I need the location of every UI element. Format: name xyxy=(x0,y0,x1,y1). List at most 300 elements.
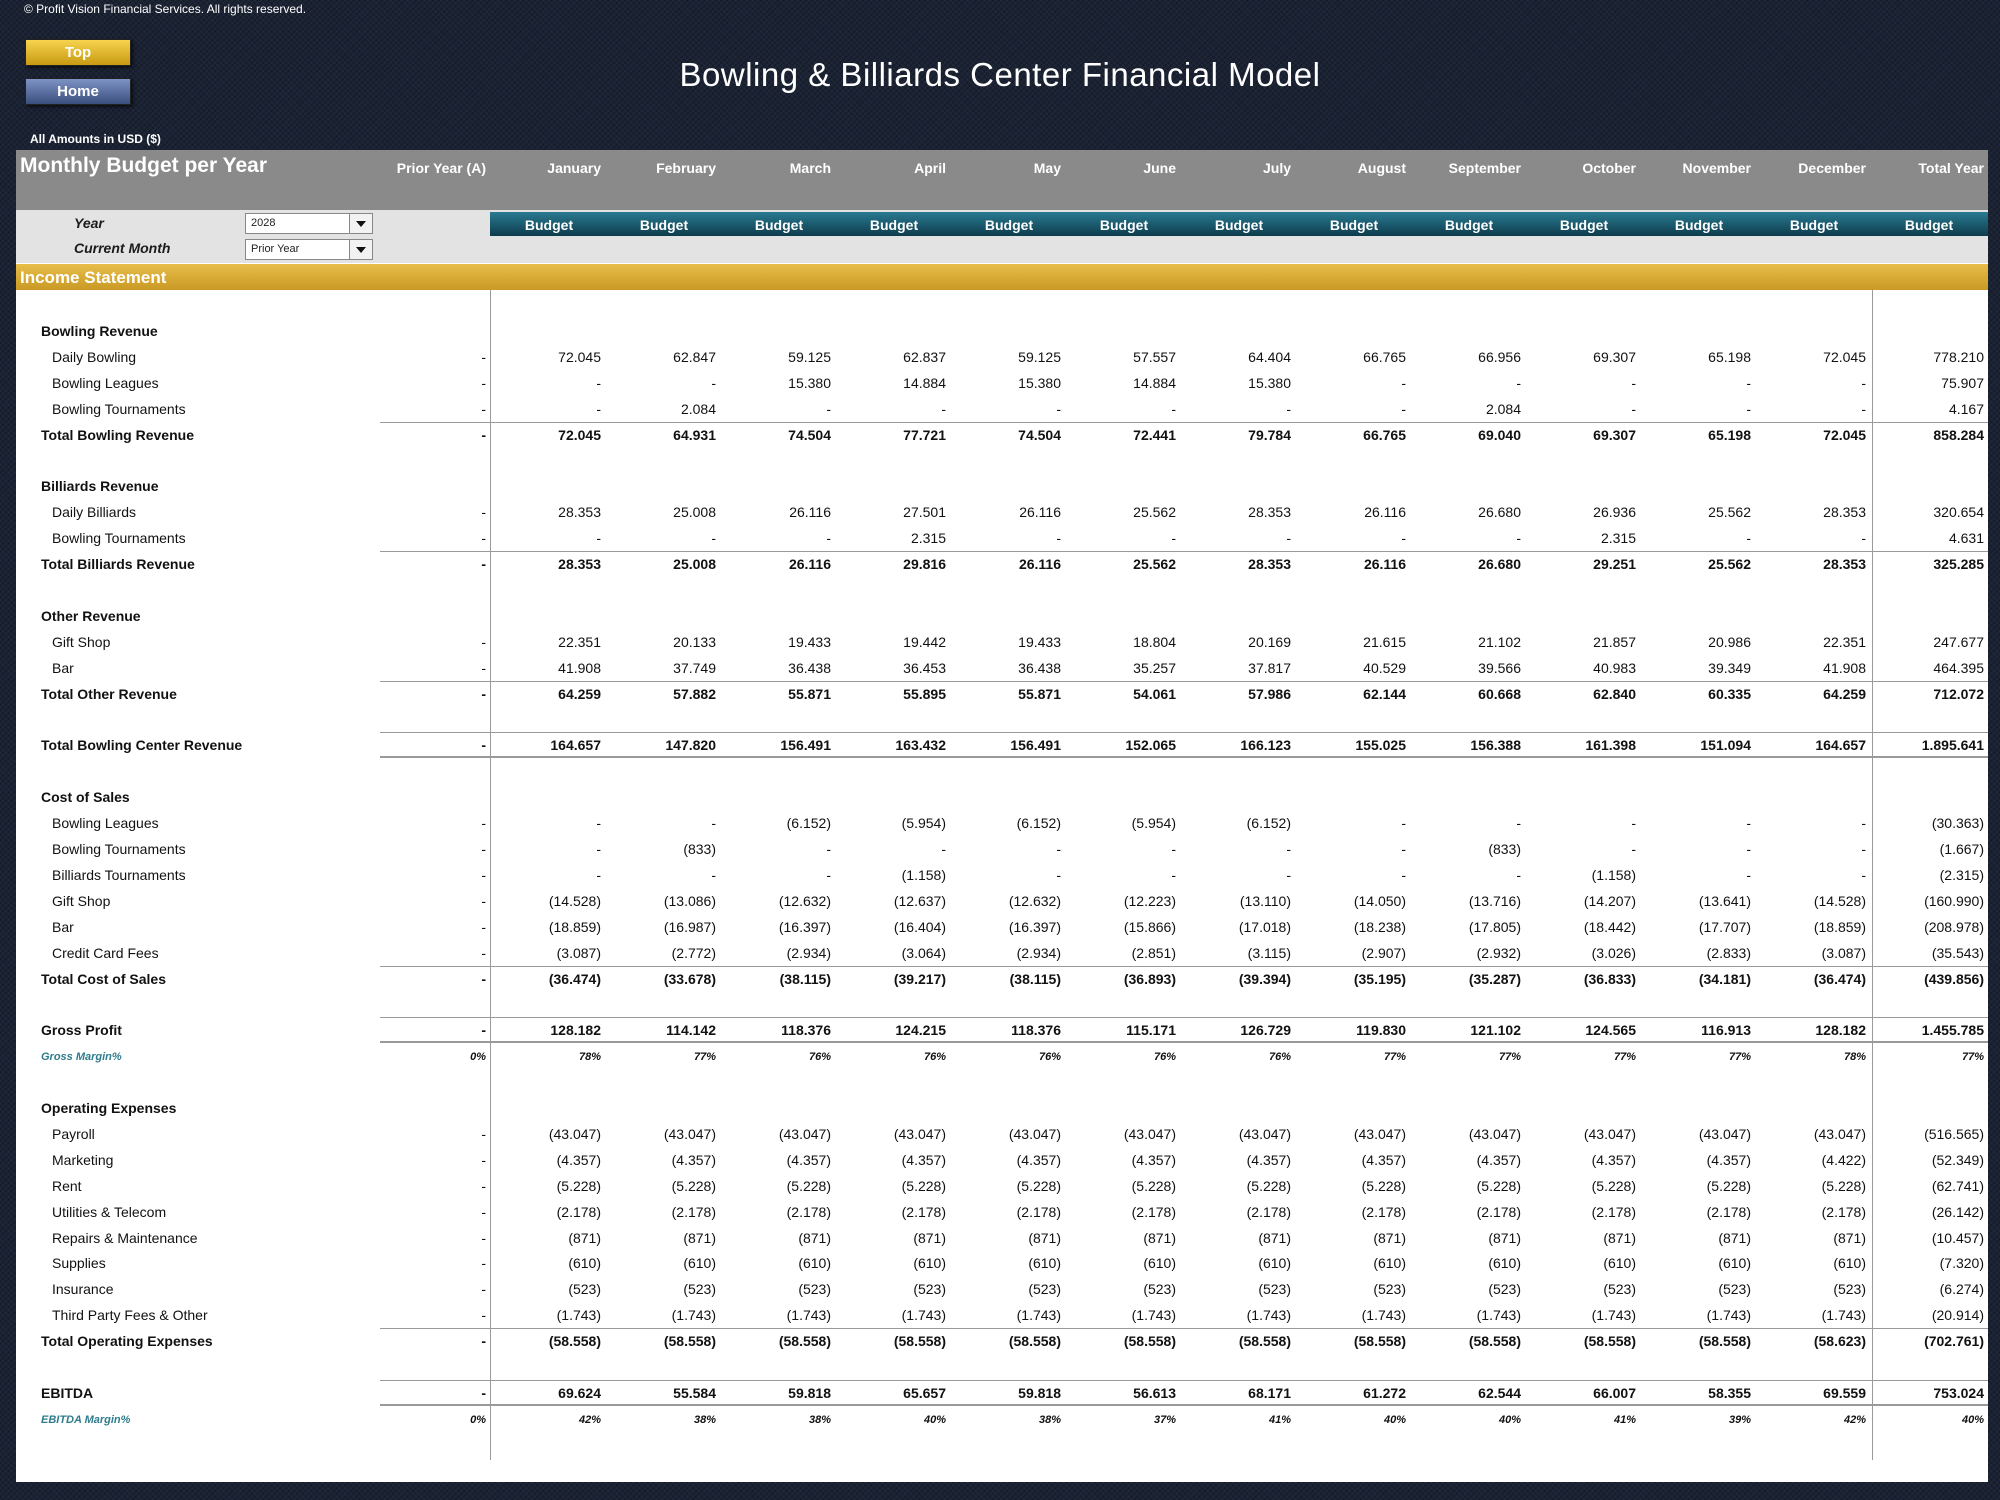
table-cell: 77% xyxy=(693,1051,716,1064)
total-rule xyxy=(380,681,1988,682)
table-cell: (58.558) xyxy=(1583,1333,1636,1350)
table-cell: (3.064) xyxy=(901,944,946,961)
table-cell: 28.353 xyxy=(1248,556,1291,573)
row-label: Cost of Sales xyxy=(41,789,130,806)
table-cell: (871) xyxy=(1833,1229,1866,1246)
column-header: April xyxy=(914,160,946,176)
table-cell: 62.847 xyxy=(673,348,716,365)
column-header: February xyxy=(656,160,716,176)
table-cell: (523) xyxy=(913,1281,946,1298)
table-cell: 72.441 xyxy=(1133,426,1176,443)
table-cell: 21.615 xyxy=(1363,633,1406,650)
table-cell: 25.562 xyxy=(1133,504,1176,521)
table-cell: - xyxy=(1631,400,1636,417)
table-cell: 72.045 xyxy=(1823,348,1866,365)
table-cell: - xyxy=(1861,815,1866,832)
table-cell: - xyxy=(1861,374,1866,391)
table-cell: (43.047) xyxy=(1123,1125,1176,1142)
total-rule xyxy=(380,1017,1988,1018)
table-cell: - xyxy=(711,815,716,832)
table-cell: (160.990) xyxy=(1924,892,1984,909)
table-cell: 61.272 xyxy=(1363,1384,1406,1401)
table-cell: (30.363) xyxy=(1931,815,1984,832)
chevron-down-icon[interactable] xyxy=(349,240,372,259)
table-cell: - xyxy=(596,400,601,417)
table-cell: 2.315 xyxy=(1600,530,1636,547)
table-cell: (16.987) xyxy=(663,918,716,935)
table-cell: (2.178) xyxy=(1361,1203,1406,1220)
table-cell: - xyxy=(1516,815,1521,832)
table-cell: 40.983 xyxy=(1593,659,1636,676)
table-cell: (439.856) xyxy=(1924,970,1984,987)
table-cell: 40% xyxy=(1498,1413,1521,1426)
table-cell: (5.954) xyxy=(1131,815,1176,832)
table-cell: 4.167 xyxy=(1948,400,1984,417)
budget-label: Budget xyxy=(524,217,574,233)
table-cell: (1.667) xyxy=(1939,841,1984,857)
table-cell: (5.228) xyxy=(1246,1177,1291,1194)
budget-label: Budget xyxy=(984,217,1034,233)
table-cell: 29.251 xyxy=(1593,556,1636,573)
table-cell: - xyxy=(711,374,716,391)
year-select[interactable] xyxy=(245,213,373,234)
table-cell: (16.397) xyxy=(1008,918,1061,935)
top-button[interactable]: Top xyxy=(25,39,131,66)
table-cell: 41% xyxy=(1613,1413,1636,1426)
table-cell: (610) xyxy=(1028,1255,1061,1272)
table-cell: (36.474) xyxy=(1813,970,1866,987)
sheet-header xyxy=(16,150,1988,210)
table-cell: 40% xyxy=(1961,1413,1984,1426)
table-cell: - xyxy=(481,504,486,521)
row-label: Third Party Fees & Other xyxy=(52,1307,208,1324)
table-cell: 19.433 xyxy=(788,633,831,650)
table-cell: 69.307 xyxy=(1593,348,1636,365)
table-cell: - xyxy=(481,815,486,832)
table-cell: 66.765 xyxy=(1363,426,1406,443)
table-cell: (871) xyxy=(1258,1229,1291,1246)
table-cell: 79.784 xyxy=(1248,426,1291,443)
budget-label: Budget xyxy=(1214,217,1264,233)
table-cell: (43.047) xyxy=(1583,1125,1636,1142)
table-cell: (13.641) xyxy=(1698,892,1751,909)
copyright-notice: © Profit Vision Financial Services. All rights reserved. xyxy=(24,2,307,16)
table-cell: - xyxy=(1746,400,1751,417)
table-cell: - xyxy=(1056,866,1061,883)
table-cell: 25.008 xyxy=(673,504,716,521)
table-cell: - xyxy=(481,400,486,417)
table-cell: 1.455.785 xyxy=(1921,1022,1984,1039)
table-cell: 0% xyxy=(470,1413,486,1426)
table-cell: 66.956 xyxy=(1478,348,1521,365)
table-cell: (36.833) xyxy=(1583,970,1636,987)
table-cell: 26.680 xyxy=(1478,504,1521,521)
row-label: Gross Profit xyxy=(41,1022,122,1039)
table-cell: - xyxy=(1746,866,1751,883)
table-cell: 69.624 xyxy=(558,1384,601,1401)
table-cell: 26.116 xyxy=(1363,556,1406,573)
table-cell: - xyxy=(481,1281,486,1298)
table-cell: - xyxy=(1746,841,1751,857)
table-cell: 55.871 xyxy=(1018,685,1061,702)
table-cell: 464.395 xyxy=(1933,659,1984,676)
table-cell: 42% xyxy=(1843,1413,1866,1426)
table-cell: 128.182 xyxy=(550,1022,601,1039)
column-header: June xyxy=(1143,160,1176,176)
table-cell: (1.743) xyxy=(671,1307,716,1324)
table-cell: (16.397) xyxy=(778,918,831,935)
table-cell: (43.047) xyxy=(1813,1125,1866,1142)
column-header: Prior Year (A) xyxy=(396,160,486,176)
table-cell: 712.072 xyxy=(1933,685,1984,702)
row-label: Daily Bowling xyxy=(52,348,137,365)
table-cell: - xyxy=(481,633,486,650)
table-cell: (58.558) xyxy=(1238,1333,1291,1350)
current-month-select[interactable] xyxy=(245,239,373,260)
table-cell: (833) xyxy=(1488,841,1521,857)
table-cell: (3.026) xyxy=(1591,944,1636,961)
table-cell: 59.125 xyxy=(788,348,831,365)
table-cell: (2.907) xyxy=(1361,944,1406,961)
table-cell: 21.857 xyxy=(1593,633,1636,650)
table-cell: - xyxy=(941,400,946,417)
table-cell: (2.178) xyxy=(1821,1203,1866,1220)
table-cell: (2.772) xyxy=(671,944,716,961)
table-cell: (523) xyxy=(1258,1281,1291,1298)
row-label: Bar xyxy=(52,918,74,935)
row-label: Total Cost of Sales xyxy=(41,970,166,987)
table-cell: (610) xyxy=(1143,1255,1176,1272)
table-cell: (39.217) xyxy=(893,970,946,987)
table-cell: 42% xyxy=(578,1413,601,1426)
row-label: Credit Card Fees xyxy=(52,944,159,961)
table-cell: (58.558) xyxy=(1008,1333,1061,1350)
table-cell: (2.833) xyxy=(1706,944,1751,961)
table-cell: 55.584 xyxy=(673,1384,716,1401)
column-divider xyxy=(1872,290,1873,1460)
table-cell: (5.228) xyxy=(901,1177,946,1194)
table-cell: (871) xyxy=(1028,1229,1061,1246)
table-cell: (2.178) xyxy=(1131,1203,1176,1220)
table-cell: (6.152) xyxy=(1246,815,1291,832)
table-cell: 56.613 xyxy=(1133,1384,1176,1401)
table-cell: (20.914) xyxy=(1931,1307,1984,1324)
table-cell: - xyxy=(1056,400,1061,417)
table-cell: (13.716) xyxy=(1468,892,1521,909)
table-cell: (1.743) xyxy=(1016,1307,1061,1324)
table-cell: 124.565 xyxy=(1585,1022,1636,1039)
table-cell: (5.228) xyxy=(1016,1177,1061,1194)
table-cell: 64.259 xyxy=(1823,685,1866,702)
grand-total-rule xyxy=(380,1041,1988,1043)
year-select-value: 2028 xyxy=(251,217,276,229)
table-cell: 64.404 xyxy=(1248,348,1291,365)
table-cell: - xyxy=(1171,866,1176,883)
table-cell: - xyxy=(1286,866,1291,883)
table-cell: - xyxy=(826,866,831,883)
table-cell: 25.008 xyxy=(673,556,716,573)
table-cell: 126.729 xyxy=(1240,1022,1291,1039)
table-cell: 116.913 xyxy=(1701,1022,1751,1039)
budget-band xyxy=(490,212,1988,236)
table-cell: - xyxy=(1171,400,1176,417)
table-cell: (4.357) xyxy=(671,1151,716,1168)
table-cell: 28.353 xyxy=(1823,556,1866,573)
chevron-down-icon[interactable] xyxy=(349,214,372,233)
table-cell: 66.765 xyxy=(1363,348,1406,365)
table-cell: (18.859) xyxy=(548,918,601,935)
table-cell: 36.438 xyxy=(788,659,831,676)
table-cell: - xyxy=(481,866,486,883)
table-cell: 72.045 xyxy=(558,348,601,365)
table-cell: (13.110) xyxy=(1239,892,1291,909)
table-cell: 74.504 xyxy=(1018,426,1061,443)
table-cell: (4.357) xyxy=(901,1151,946,1168)
table-cell: 325.285 xyxy=(1933,556,1984,573)
row-label: Rent xyxy=(52,1177,82,1194)
total-rule xyxy=(380,1380,1988,1381)
table-cell: - xyxy=(1401,374,1406,391)
table-cell: (3.115) xyxy=(1247,944,1291,961)
table-cell: 58.355 xyxy=(1708,1384,1751,1401)
table-cell: 64.259 xyxy=(558,685,601,702)
table-cell: 152.065 xyxy=(1125,737,1176,754)
table-cell: (12.223) xyxy=(1123,892,1176,909)
table-cell: - xyxy=(596,815,601,832)
table-cell: (1.743) xyxy=(901,1307,946,1324)
table-cell: 72.045 xyxy=(1823,426,1866,443)
table-cell: (2.315) xyxy=(1939,866,1984,883)
row-label: EBITDA xyxy=(41,1384,94,1401)
row-label: Bar xyxy=(52,659,74,676)
table-cell: - xyxy=(1861,400,1866,417)
table-cell: 15.380 xyxy=(1248,374,1291,391)
table-cell: 62.544 xyxy=(1478,1384,1521,1401)
table-cell: 59.125 xyxy=(1018,348,1061,365)
row-label: Payroll xyxy=(52,1125,95,1142)
budget-label: Budget xyxy=(869,217,919,233)
table-cell: - xyxy=(1631,841,1636,857)
table-cell: (1.743) xyxy=(1131,1307,1176,1324)
table-cell: 147.820 xyxy=(665,737,716,754)
table-cell: (2.934) xyxy=(786,944,831,961)
table-cell: 28.353 xyxy=(558,504,601,521)
table-cell: 77% xyxy=(1383,1051,1406,1064)
table-cell: (58.558) xyxy=(663,1333,716,1350)
table-cell: (62.741) xyxy=(1931,1177,1984,1194)
table-cell: 29.816 xyxy=(903,556,946,573)
table-cell: 28.353 xyxy=(558,556,601,573)
table-cell: (58.558) xyxy=(1353,1333,1406,1350)
table-cell: (871) xyxy=(1143,1229,1176,1246)
table-cell: - xyxy=(481,685,486,702)
table-cell: - xyxy=(1056,530,1061,547)
row-label: Total Operating Expenses xyxy=(41,1333,213,1350)
budget-label: Budget xyxy=(1559,217,1609,233)
table-cell: (43.047) xyxy=(1468,1125,1521,1142)
table-cell: 26.116 xyxy=(788,556,831,573)
table-cell: (610) xyxy=(568,1255,601,1272)
table-cell: 65.657 xyxy=(903,1384,946,1401)
table-cell: 78% xyxy=(578,1051,601,1064)
table-cell: (3.087) xyxy=(1821,944,1866,961)
table-cell: (13.086) xyxy=(663,892,716,909)
table-cell: (5.228) xyxy=(1591,1177,1636,1194)
table-cell: (14.528) xyxy=(548,892,601,909)
table-cell: (43.047) xyxy=(1353,1125,1406,1142)
row-label: EBITDA Margin% xyxy=(41,1413,131,1426)
table-cell: 75.907 xyxy=(1941,374,1984,391)
table-cell: (523) xyxy=(1143,1281,1176,1298)
home-button[interactable]: Home xyxy=(25,78,131,105)
page-title: Bowling & Billiards Center Financial Model xyxy=(679,56,1321,93)
row-label: Gross Margin% xyxy=(41,1051,122,1064)
table-cell: - xyxy=(1516,530,1521,547)
grand-total-rule xyxy=(380,756,1988,758)
table-cell: - xyxy=(1516,374,1521,391)
table-cell: (871) xyxy=(1603,1229,1636,1246)
table-cell: 76% xyxy=(808,1051,831,1064)
table-cell: (610) xyxy=(1258,1255,1291,1272)
table-cell: (12.632) xyxy=(778,892,831,909)
table-cell: 59.818 xyxy=(788,1384,831,1401)
table-cell: - xyxy=(481,1307,486,1324)
table-cell: (2.932) xyxy=(1476,944,1521,961)
table-cell: - xyxy=(1286,841,1291,857)
table-cell: 28.353 xyxy=(1823,504,1866,521)
table-cell: (2.178) xyxy=(1476,1203,1521,1220)
table-cell: (1.743) xyxy=(556,1307,601,1324)
table-cell: (6.152) xyxy=(1016,815,1061,832)
table-cell: 124.215 xyxy=(895,1022,946,1039)
table-cell: (1.743) xyxy=(1591,1307,1636,1324)
table-cell: 166.123 xyxy=(1240,737,1291,754)
table-cell: - xyxy=(1861,841,1866,857)
table-cell: 77% xyxy=(1961,1051,1984,1064)
table-cell: 40% xyxy=(1383,1413,1406,1426)
table-cell: - xyxy=(826,400,831,417)
table-cell: - xyxy=(481,1203,486,1220)
column-header: December xyxy=(1798,160,1866,176)
table-cell: (4.357) xyxy=(1246,1151,1291,1168)
table-cell: (39.394) xyxy=(1238,970,1291,987)
table-cell: - xyxy=(481,530,486,547)
table-cell: (58.558) xyxy=(1468,1333,1521,1350)
table-cell: 39.349 xyxy=(1708,659,1751,676)
grand-total-rule xyxy=(380,1404,1988,1406)
table-cell: 41.908 xyxy=(1823,659,1866,676)
table-cell: 37.749 xyxy=(673,659,716,676)
table-cell: 26.116 xyxy=(1019,504,1061,521)
table-cell: 20.133 xyxy=(673,633,716,650)
table-cell: (5.228) xyxy=(1821,1177,1866,1194)
row-label: Bowling Tournaments xyxy=(52,841,186,857)
table-cell: - xyxy=(481,970,486,987)
table-cell: 15.380 xyxy=(788,374,831,391)
table-cell: 1.895.641 xyxy=(1921,737,1984,754)
table-cell: 57.882 xyxy=(673,685,716,702)
column-header: March xyxy=(789,160,831,176)
table-cell: 164.657 xyxy=(1815,737,1866,754)
table-cell: - xyxy=(1861,866,1866,883)
table-cell: 27.501 xyxy=(903,504,946,521)
table-cell: (4.357) xyxy=(1476,1151,1521,1168)
table-cell: (2.178) xyxy=(556,1203,601,1220)
table-cell: (610) xyxy=(1488,1255,1521,1272)
total-rule xyxy=(380,551,1988,552)
table-cell: 62.144 xyxy=(1363,685,1406,702)
table-cell: (12.632) xyxy=(1008,892,1061,909)
table-cell: - xyxy=(1631,815,1636,832)
table-cell: 74.504 xyxy=(788,426,831,443)
table-cell: (702.761) xyxy=(1924,1333,1984,1350)
budget-label: Budget xyxy=(1099,217,1149,233)
table-cell: 2.084 xyxy=(1485,400,1521,417)
table-cell: 68.171 xyxy=(1248,1384,1291,1401)
table-cell: (1.743) xyxy=(1476,1307,1521,1324)
row-label: Billiards Tournaments xyxy=(52,866,186,883)
table-cell: - xyxy=(481,918,486,935)
table-cell: (610) xyxy=(1718,1255,1751,1272)
budget-label: Budget xyxy=(754,217,804,233)
table-cell: 41% xyxy=(1268,1413,1291,1426)
budget-label: Budget xyxy=(1674,217,1724,233)
table-cell: 118.376 xyxy=(1011,1022,1061,1039)
table-cell: 28.353 xyxy=(1248,504,1291,521)
table-cell: (2.178) xyxy=(1706,1203,1751,1220)
row-label: Billiards Revenue xyxy=(41,478,159,495)
table-cell: (2.178) xyxy=(786,1203,831,1220)
table-cell: 38% xyxy=(808,1413,831,1426)
table-cell: - xyxy=(1286,400,1291,417)
table-cell: (36.474) xyxy=(548,970,601,987)
table-cell: 77% xyxy=(1728,1051,1751,1064)
table-cell: 0% xyxy=(470,1051,486,1064)
table-cell: 778.210 xyxy=(1933,348,1984,365)
table-cell: (871) xyxy=(913,1229,946,1246)
table-cell: (523) xyxy=(683,1281,716,1298)
table-cell: (43.047) xyxy=(1698,1125,1751,1142)
table-cell: 20.986 xyxy=(1708,633,1751,650)
table-cell: (1.743) xyxy=(1706,1307,1751,1324)
table-cell: 161.398 xyxy=(1585,737,1636,754)
table-cell: (5.228) xyxy=(1131,1177,1176,1194)
table-cell: (14.207) xyxy=(1583,892,1636,909)
table-cell: - xyxy=(1401,841,1406,857)
table-cell: 25.562 xyxy=(1708,504,1751,521)
table-cell: 156.491 xyxy=(780,737,831,754)
table-cell: 39.566 xyxy=(1478,659,1521,676)
table-cell: 38% xyxy=(1038,1413,1061,1426)
table-cell: (871) xyxy=(1718,1229,1751,1246)
table-cell: 22.351 xyxy=(1823,633,1866,650)
table-cell: 76% xyxy=(1153,1051,1176,1064)
table-cell: 36.438 xyxy=(1018,659,1061,676)
table-cell: - xyxy=(481,1333,486,1350)
table-cell: (523) xyxy=(1373,1281,1406,1298)
table-cell: 26.680 xyxy=(1478,556,1521,573)
table-cell: - xyxy=(481,1384,486,1401)
table-cell: - xyxy=(826,530,831,547)
table-cell: (610) xyxy=(913,1255,946,1272)
table-cell: 57.557 xyxy=(1133,348,1176,365)
table-cell: (523) xyxy=(1488,1281,1521,1298)
row-label: Other Revenue xyxy=(41,607,141,624)
table-cell: 128.182 xyxy=(1815,1022,1866,1039)
table-cell: 69.559 xyxy=(1823,1384,1866,1401)
table-cell: (4.357) xyxy=(1591,1151,1636,1168)
table-cell: - xyxy=(481,348,486,365)
